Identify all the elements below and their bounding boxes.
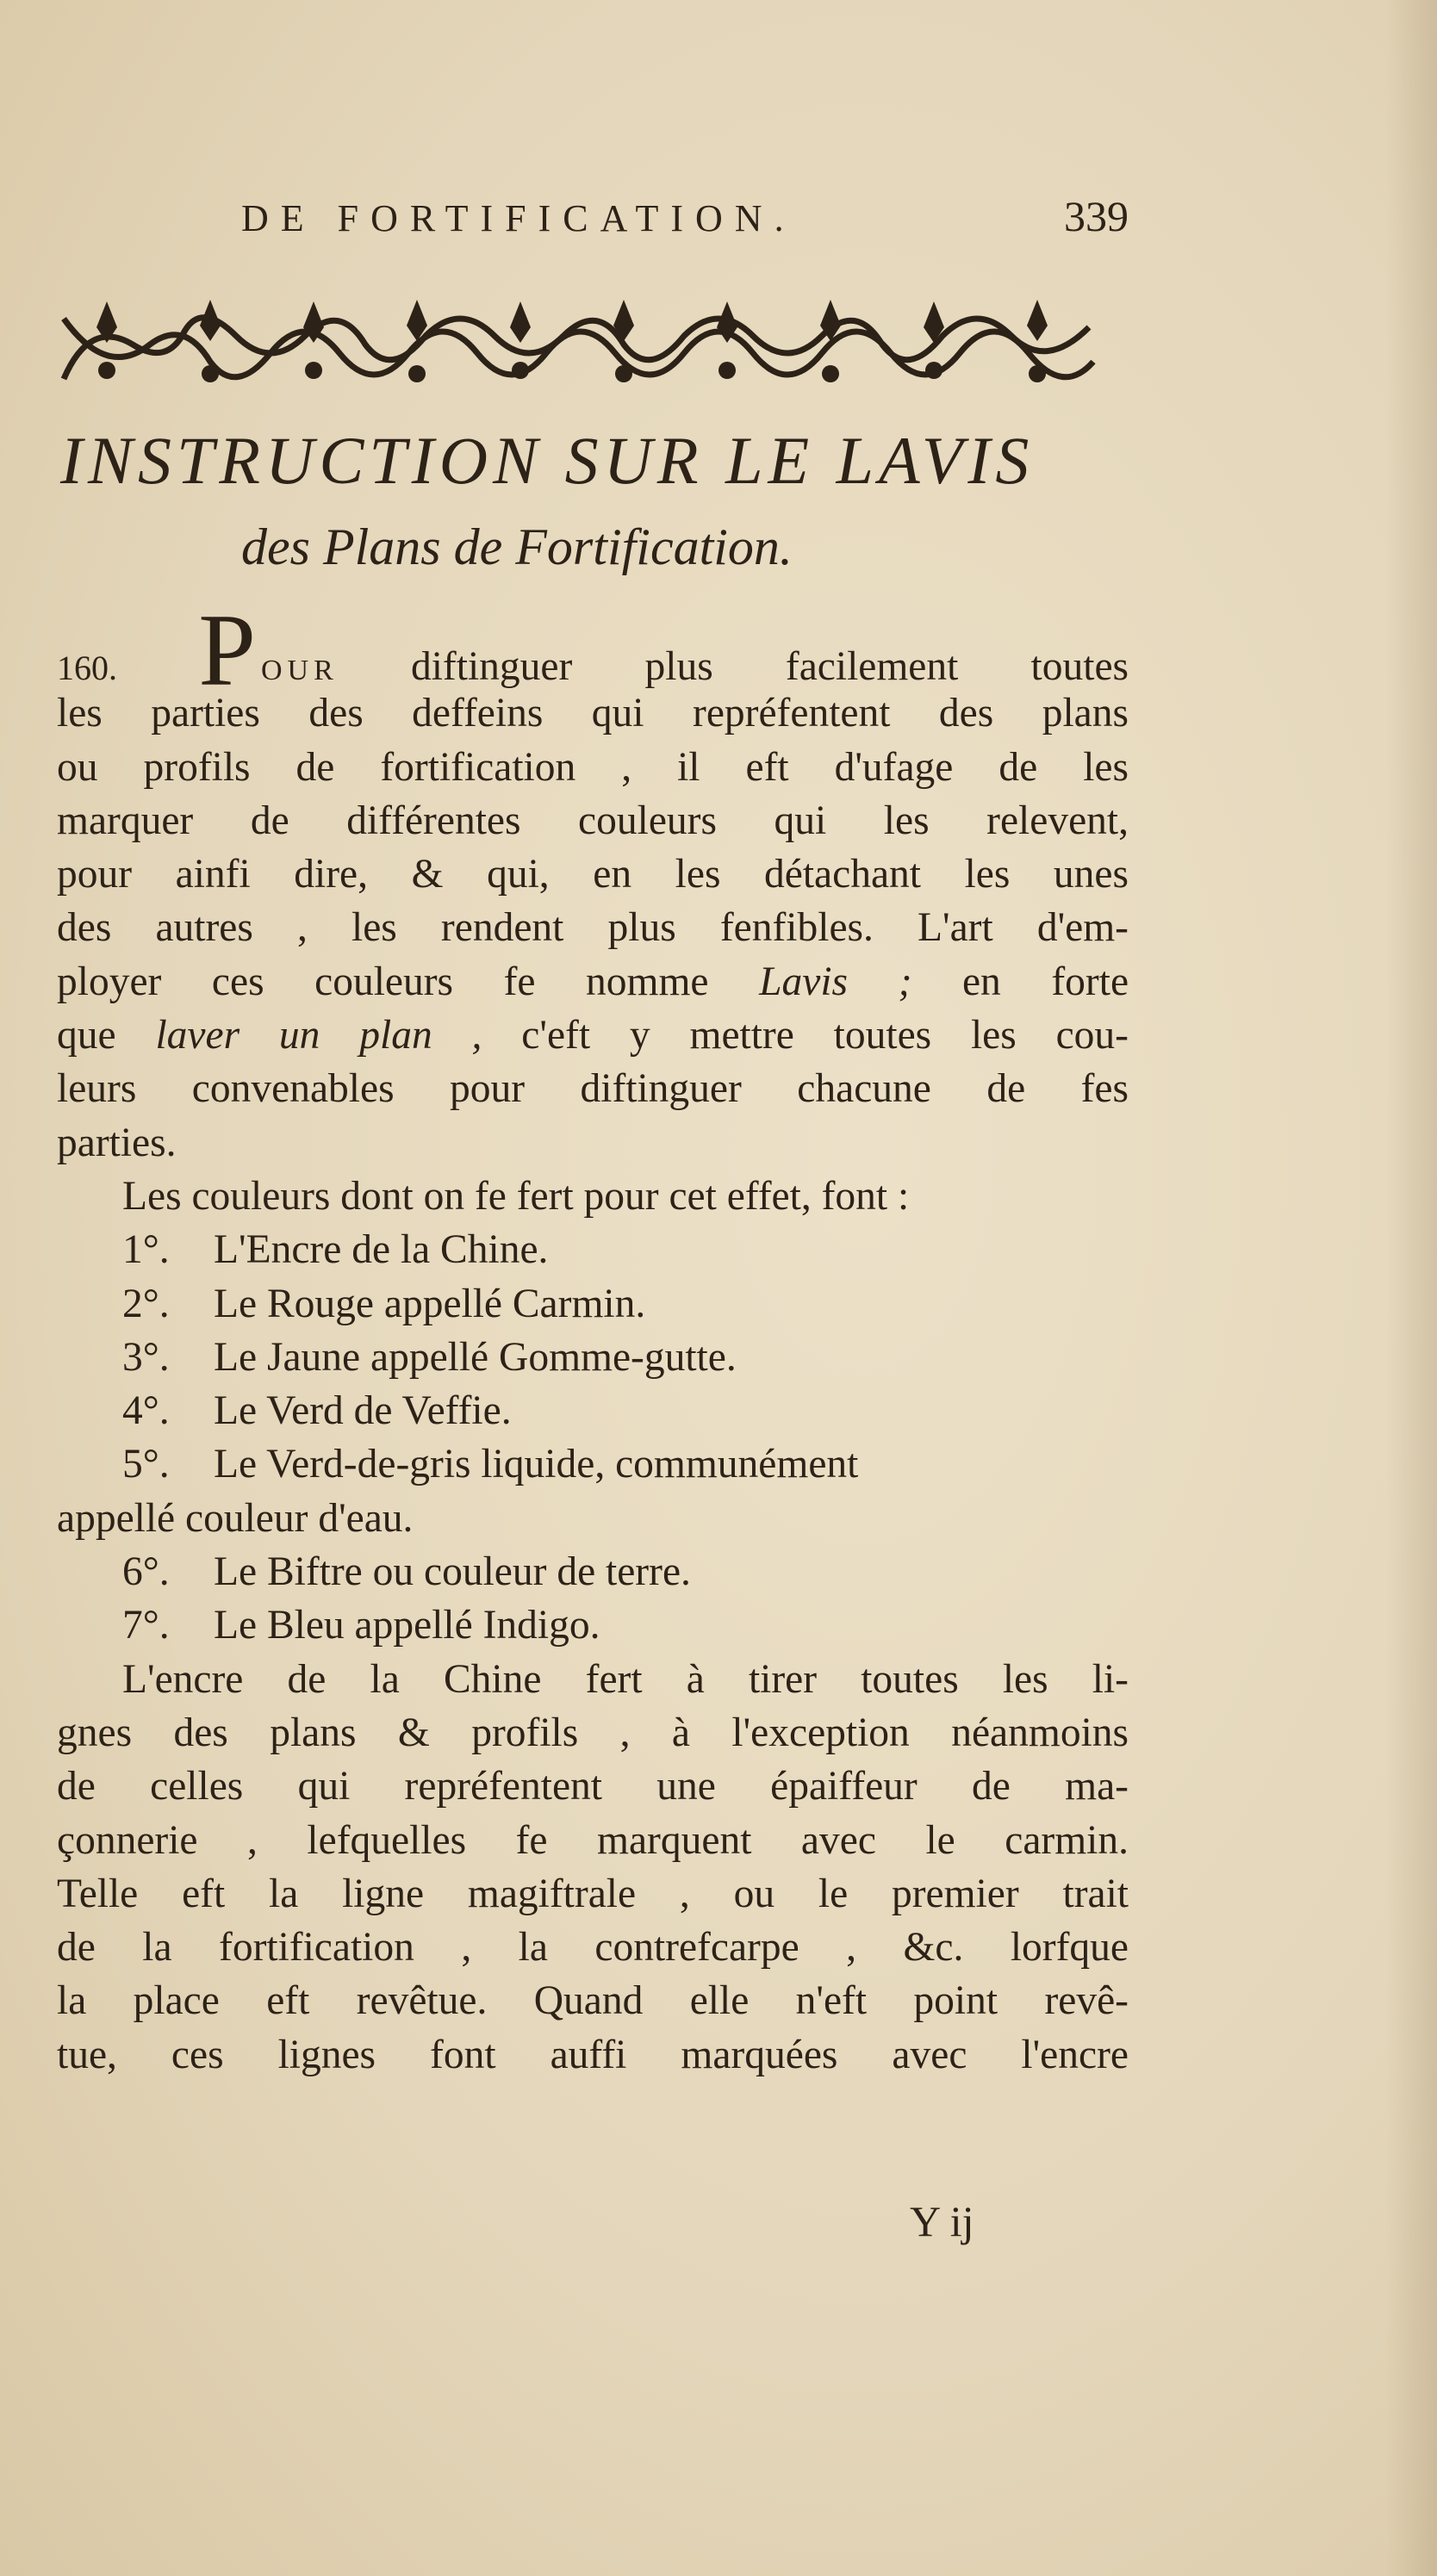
- page-header: [241, 191, 1129, 251]
- small-caps-word: OUR: [260, 655, 339, 686]
- text-line: de la fortification , la contrefcarpe , &c. lorfque: [57, 1925, 1129, 1971]
- colors-intro: Les couleurs dont on fe fert pour cet effet, font :: [122, 1173, 910, 1219]
- text-line: gnes des plans & profils , à l'exception néanmoins: [57, 1710, 1129, 1755]
- section-subheading: des Plans de Fortification.: [241, 518, 793, 575]
- decorative-ornament-band: [55, 284, 1104, 405]
- text-line: les parties des deffeins qui repréfentent des plans: [57, 691, 1129, 736]
- text-segment: en forte: [961, 959, 1129, 1004]
- text-segment: ployer ces couleurs fe nomme: [57, 959, 709, 1004]
- text-segment: que: [57, 1013, 116, 1058]
- text-line: de celles qui repréfentent une épaiffeur de ma-: [57, 1764, 1129, 1809]
- signature-mark: Y ij: [910, 2197, 974, 2245]
- drop-cap: P: [198, 593, 256, 707]
- text-line: Telle eft la ligne magiftrale , ou le premier trait: [57, 1871, 1129, 1916]
- text-line: leurs convenables pour diftinguer chacune de fes: [57, 1066, 1129, 1112]
- list-number: 4°.: [122, 1388, 170, 1434]
- section-heading: INSTRUCTION SUR LE LAVIS: [60, 423, 1035, 498]
- list-number: 3°.: [122, 1334, 170, 1380]
- list-item: [57, 1437, 1129, 1491]
- list-item-continuation: [57, 1492, 1129, 1545]
- list-text: Le Rouge appellé Carmin.: [214, 1281, 646, 1326]
- text-line: L'encre de la Chine fert à tirer toutes les li-: [122, 1656, 1129, 1702]
- list-text: Le Biftre ou couleur de terre.: [214, 1549, 691, 1595]
- list-number: 7°.: [122, 1603, 170, 1648]
- list-text: Le Verd de Veffie.: [214, 1388, 512, 1434]
- colors-list: [57, 1223, 1129, 1652]
- text-line: diftinguer plus facilement toutes: [410, 644, 1129, 689]
- running-title: DE FORTIFICATION.: [241, 197, 796, 239]
- text-line: des autres , les rendent plus fenfibles. L'art d'em-: [57, 905, 1129, 951]
- body-text: [57, 593, 1129, 2082]
- text-line: çonnerie , lefquelles fe marquent avec le carmin.: [57, 1817, 1129, 1863]
- list-text: Le Verd-de-gris liquide, communément: [214, 1442, 859, 1487]
- list-text: L'Encre de la Chine.: [214, 1227, 549, 1273]
- text-line: parties.: [57, 1120, 177, 1165]
- text-line: tue, ces lignes font auffi marquées avec l'encre: [57, 2032, 1129, 2077]
- list-item: [57, 1545, 1129, 1598]
- list-item: [57, 1223, 1129, 1276]
- list-text: appellé couleur d'eau.: [57, 1495, 414, 1541]
- list-number: 6°.: [122, 1549, 170, 1595]
- first-line: [57, 593, 1129, 707]
- list-number: 1°.: [122, 1227, 170, 1273]
- list-number: 2°.: [122, 1281, 170, 1326]
- text-line: [57, 1009, 1129, 1062]
- list-text: Le Bleu appellé Indigo.: [214, 1603, 600, 1648]
- list-item: [57, 1598, 1129, 1652]
- list-item: [57, 1331, 1129, 1384]
- list-item: [57, 1277, 1129, 1331]
- italic-term: laver un plan ,: [155, 1013, 482, 1058]
- paragraph-number: 160.: [57, 649, 117, 687]
- text-line: la place eft revêtue. Quand elle n'eft point revê-: [57, 1978, 1129, 2024]
- text-line: ou profils de fortification , il eft d'ufage de les: [57, 744, 1129, 790]
- text-line: pour ainfi dire, & qui, en les détachant les unes: [57, 852, 1129, 897]
- list-number: 5°.: [122, 1442, 170, 1487]
- text-line: [57, 955, 1129, 1009]
- text-segment: c'eft y mettre toutes les cou-: [521, 1013, 1129, 1058]
- list-item: [57, 1384, 1129, 1437]
- list-text: Le Jaune appellé Gomme-gutte.: [214, 1334, 737, 1380]
- text-line: marquer de différentes couleurs qui les relevent,: [57, 798, 1129, 843]
- italic-term: Lavis ;: [759, 959, 912, 1004]
- page-number: 339: [1064, 192, 1129, 240]
